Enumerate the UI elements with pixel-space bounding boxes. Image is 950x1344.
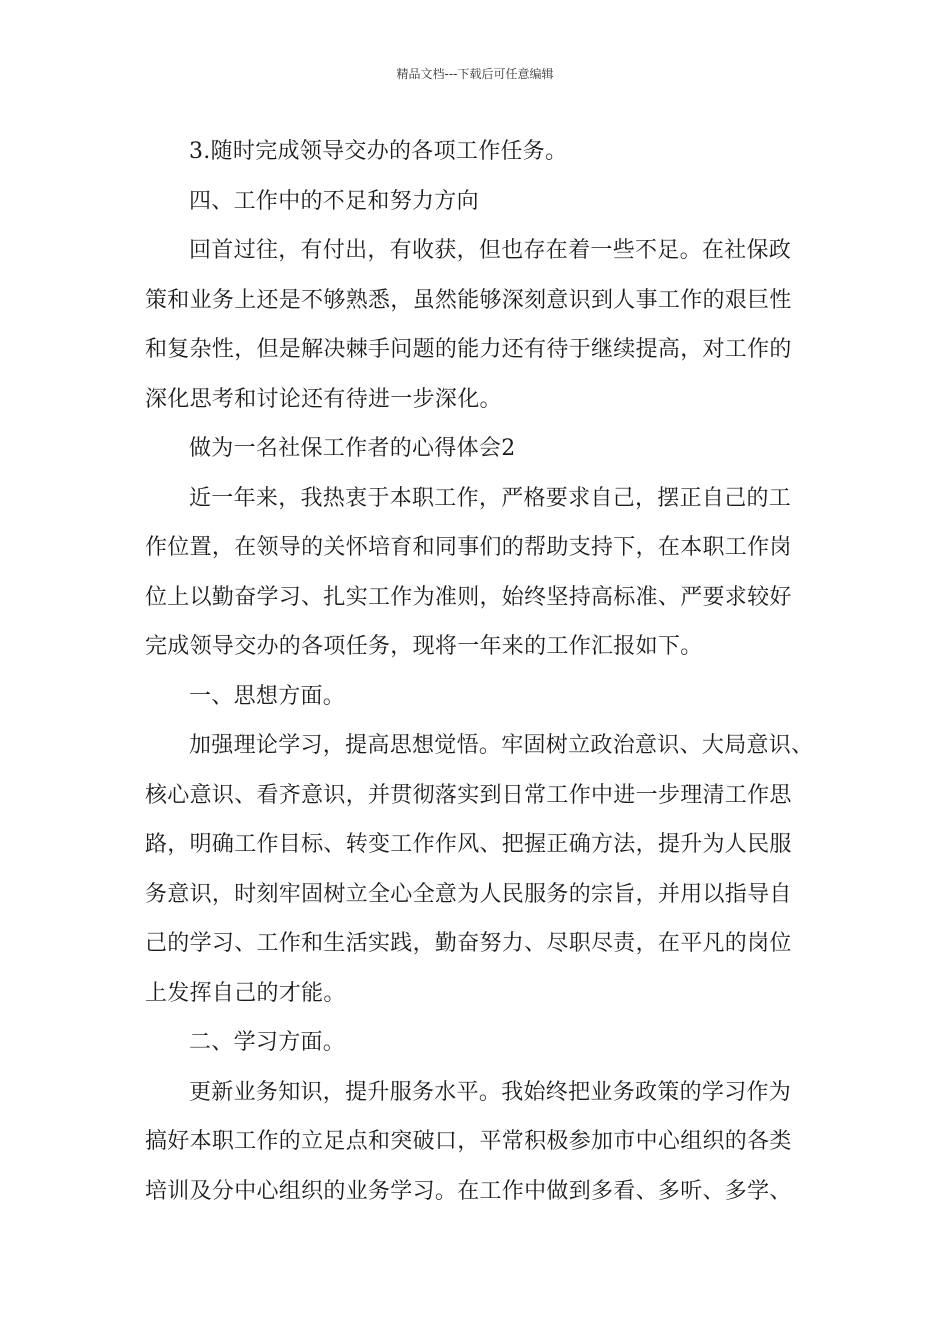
- text-line: 回首过往，有付出，有收获，但也存在着一些不足。在社保政: [189, 238, 792, 263]
- text-line: 策和业务上还是不够熟悉，虽然能够深刻意识到人事工作的艰巨性: [145, 287, 792, 313]
- text-line: 二、学习方面。: [189, 1030, 346, 1055]
- text-line: 培训及分中心组织的业务学习。在工作中做到多看、多听、多学、: [145, 1178, 792, 1204]
- document-body: [145, 127, 820, 1216]
- text-line: 3.随时完成领导交办的各项工作任务。: [189, 139, 568, 164]
- paragraph: [145, 474, 820, 672]
- text-line: 加强理论学习，提高思想觉悟。牢固树立政治意识、大局意识、: [189, 733, 814, 758]
- paragraph: [145, 424, 820, 474]
- text-line: 做为一名社保工作者的心得体会2: [189, 436, 516, 461]
- paragraph: [145, 127, 820, 177]
- text-line: 近一年来，我热衷于本职工作，严格要求自己，摆正自己的工: [189, 485, 792, 511]
- text-line: 搞好本职工作的立足点和突破口，平常积极参加市中心组织的各类: [145, 1129, 792, 1154]
- text-line: 完成领导交办的各项任务，现将一年来的工作汇报如下。: [145, 634, 703, 659]
- paragraph: [145, 1068, 820, 1217]
- text-line: 和复杂性，但是解决棘手问题的能力还有待于继续提高，对工作的: [145, 337, 792, 362]
- paragraph: [145, 177, 820, 227]
- text-line: 更新业务知识，提升服务水平。我始终把业务政策的学习作为: [189, 1079, 792, 1105]
- text-line: 作位置，在领导的关怀培育和同事们的帮助支持下，在本职工作岗: [145, 535, 792, 560]
- text-line: 务意识，时刻牢固树立全心全意为人民服务的宗旨，并用以指导自: [145, 881, 792, 907]
- text-line: 上发挥自己的才能。: [145, 980, 346, 1006]
- paragraph: [145, 721, 820, 1018]
- text-line: 路，明确工作目标、转变工作作风、把握正确方法，提升为人民服: [145, 832, 792, 857]
- paragraph: [145, 1018, 820, 1068]
- paragraph: [145, 226, 820, 424]
- text-line: 核心意识、看齐意识，并贯彻落实到日常工作中进一步理清工作思: [145, 782, 792, 808]
- page-header: 精品文档---下载后可任意编辑: [396, 67, 554, 81]
- text-line: 深化思考和讨论还有待进一步深化。: [145, 386, 502, 412]
- text-line: 四、工作中的不足和努力方向: [189, 188, 479, 214]
- text-line: 一、思想方面。: [189, 683, 346, 709]
- text-line: 己的学习、工作和生活实践，勤奋努力、尽职尽责，在平凡的岗位: [145, 931, 792, 956]
- text-line: 位上以勤奋学习、扎实工作为准则，始终坚持高标准、严要求较好: [145, 584, 792, 610]
- paragraph: [145, 672, 820, 722]
